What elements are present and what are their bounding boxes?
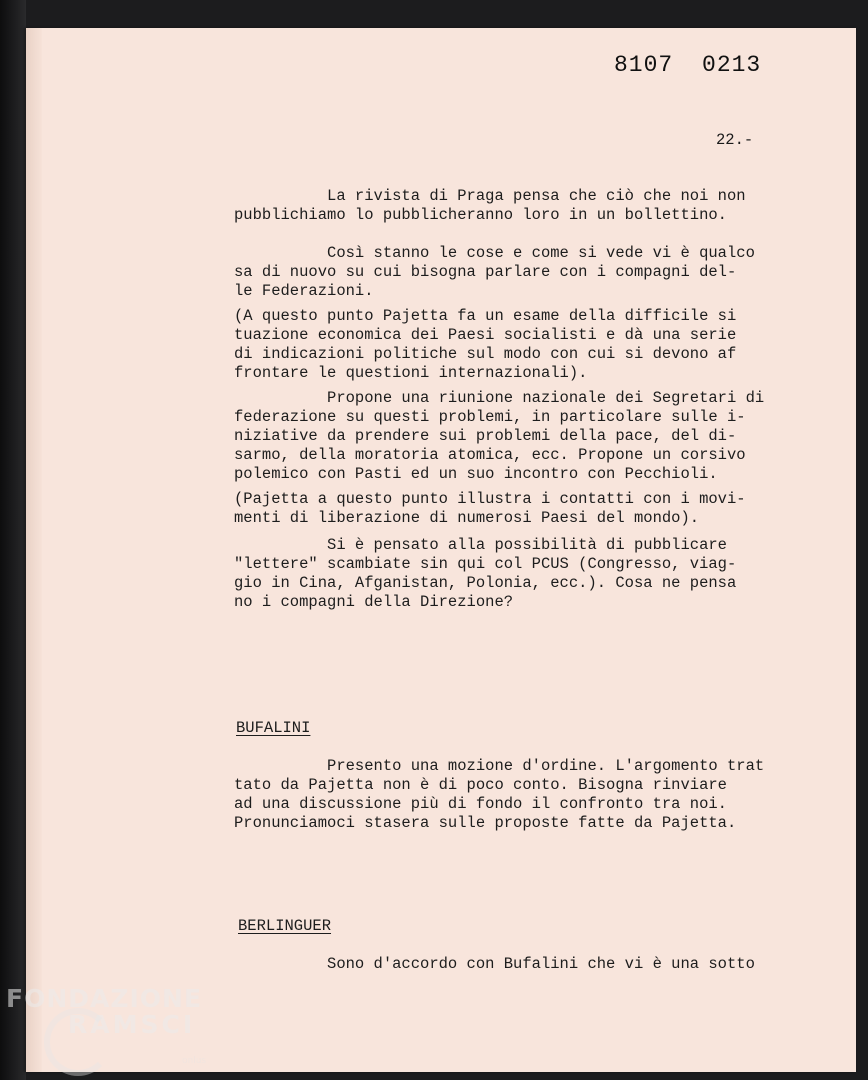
watermark-line-1: FONDAZIONE	[6, 984, 203, 1013]
bufalini-statement	[234, 757, 774, 833]
paragraph-1-text: La rivista di Praga pensa che ciò che noi non pubblichiamo lo pubblicheranno loro in un bollettino.	[234, 187, 746, 224]
paragraph-6-text: Si è pensato alla possibilità di pubblicare "lettere" scambiate sin qui col PCUS (Congresso, viag- gio in Cina, Afganistan, Polonia, ecc.). Cosa ne pensa no i compagni della Direzione?	[234, 536, 737, 611]
paragraph-5	[234, 490, 774, 528]
speaker-bufalini: BUFALINI	[236, 719, 311, 737]
paragraph-3-text: (A questo punto Pajetta fa un esame della difficile si tuazione economica dei Paesi socialisti e dà una serie di indicazioni politiche sul modo con cui si devono af frontare le questioni internazionali).	[234, 307, 737, 382]
paragraph-2	[234, 244, 774, 301]
paragraph-6	[234, 536, 774, 612]
berlinguer-statement	[234, 955, 774, 974]
paragraph-3	[234, 307, 774, 383]
page-number: 22.-	[716, 131, 754, 149]
speaker-berlinguer: BERLINGUER	[238, 917, 332, 935]
paragraph-4-text: Propone una riunione nazionale dei Segretari di federazione su questi problemi, in particolare sulle i- niziative da prendere sui problemi della pace, del di- sarmo, della moratoria atomica, ecc. Propone un corsivo polemico con Pasti ed un suo incontro con Pecchioli.	[234, 389, 765, 483]
paragraph-1	[234, 187, 774, 225]
watermark-line-2: RAMSCI	[68, 1010, 196, 1039]
background-edge	[0, 0, 26, 1080]
paragraph-2-text: Così stanno le cose e come si vede vi è qualco sa di nuovo su cui bisogna parlare con i compagni del- le Federazioni.	[234, 244, 755, 300]
bufalini-statement-text: Presento una mozione d'ordine. L'argomento trat tato da Pajetta non è di poco conto. Bisogna rinviare ad una discussione più di fondo il confronto tra noi. Pronunciamoci stasera sulle proposte fatte da Pajetta.	[234, 757, 765, 832]
fondazione-gramsci-watermark	[6, 984, 207, 1066]
archive-code: 8107 0213	[614, 52, 762, 78]
watermark-line-3: onlus	[182, 1056, 207, 1066]
paragraph-5-text: (Pajetta a questo punto illustra i contatti con i movi- menti di liberazione di numerosi Paesi del mondo).	[234, 490, 746, 527]
page-binding-edge	[26, 28, 42, 1072]
berlinguer-statement-text: Sono d'accordo con Bufalini che vi è una sotto	[234, 955, 755, 973]
paragraph-4	[234, 389, 774, 484]
watermark-g-logo	[44, 1008, 112, 1076]
